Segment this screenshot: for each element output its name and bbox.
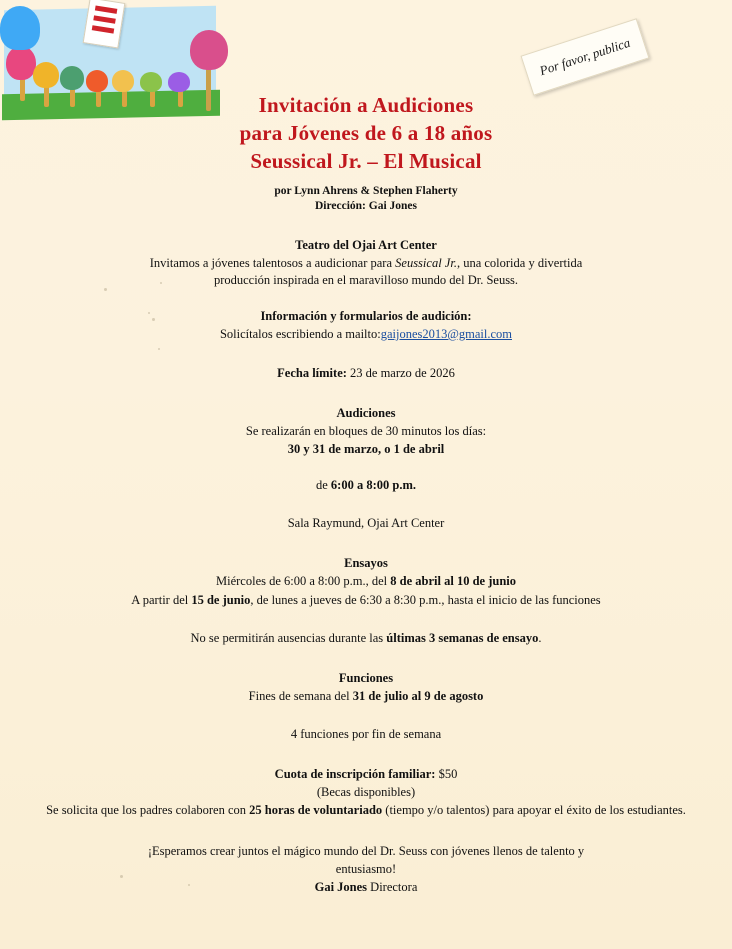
- publish-request-text: Por favor, publica: [537, 34, 632, 79]
- deadline-value: 23 de marzo de 2026: [350, 365, 455, 380]
- performances-section: [0, 669, 732, 743]
- rehearsals-line2-b: 15 de junio: [191, 592, 251, 607]
- venue-intro-a: Invitamos a jóvenes talentosos a audicionar para: [149, 255, 396, 270]
- performances-dates-b: 31 de julio al 9 de agosto: [352, 688, 484, 703]
- signature-role: Directora: [367, 879, 418, 894]
- volunteer-b: 25 horas de voluntariado: [249, 803, 383, 818]
- auditions-room: Sala Raymund, Ojai Art Center: [287, 516, 445, 531]
- rehearsals-line-2: [46, 591, 686, 609]
- venue-heading: Teatro del Ojai Art Center: [295, 237, 437, 252]
- title-line-1: Invitación a Audiciones: [258, 93, 474, 117]
- performances-dates: [0, 687, 732, 705]
- email-link[interactable]: gaijones2013@gmail.com: [380, 326, 512, 341]
- closing-line-2: entusiasmo!: [335, 861, 397, 876]
- absences-line: [0, 629, 732, 647]
- deadline-section: [0, 364, 732, 382]
- venue-intro-b: , una colorida y divertida: [456, 255, 583, 270]
- rehearsals-line-1: [0, 572, 732, 590]
- venue-intro-c: producción inspirada en el maravilloso mundo del Dr. Seuss.: [213, 273, 519, 288]
- show-name: Seussical Jr.: [395, 255, 457, 270]
- rehearsals-section: [0, 554, 732, 647]
- fee-label: Cuota de inscripción familiar:: [274, 767, 436, 782]
- signature-name: Gai Jones: [314, 879, 368, 894]
- byline: [0, 184, 732, 215]
- auditions-heading: Audiciones: [336, 405, 396, 420]
- closing-line-1: ¡Esperamos crear juntos el mágico mundo del Dr. Seuss con jóvenes llenos de talento y: [147, 843, 585, 858]
- direction-label: Dirección:: [314, 200, 366, 213]
- page-title: [0, 92, 732, 176]
- rehearsals-line1-b: 8 de abril al 10 de junio: [390, 574, 516, 589]
- absences-b: últimas 3 semanas de ensayo: [386, 630, 539, 645]
- auditions-time-prefix: de: [315, 478, 331, 493]
- direction-line: [0, 199, 732, 215]
- volunteer-c: (tiempo y/o talentos): [382, 803, 490, 818]
- rehearsals-line1-a: Miércoles de 6:00 a 8:00 p.m., del: [216, 574, 391, 589]
- performances-heading: Funciones: [338, 670, 394, 685]
- auditions-time-line: [0, 476, 732, 494]
- info-heading: Información y formularios de audición:: [260, 309, 472, 324]
- authors-line: por Lynn Ahrens & Stephen Flaherty: [274, 184, 458, 197]
- title-line-3: Seussical Jr. – El Musical: [250, 148, 482, 173]
- auditions-section: [0, 404, 732, 533]
- absences-a: No se permitirán ausencias durante las: [190, 630, 387, 645]
- rehearsals-line2-d: funciones: [552, 592, 601, 607]
- volunteer-d: para apoyar el éxito de los estudiantes.: [492, 803, 686, 818]
- request-label: Solicítalos escribiendo a mailto:: [219, 326, 381, 341]
- auditions-dates: 30 y 31 de marzo, o 1 de abril: [287, 441, 445, 456]
- fee-amount: $50: [438, 767, 458, 782]
- performances-count: 4 funciones por fin de semana: [290, 727, 442, 742]
- auditions-blocks: Se realizarán en bloques de 30 minutos los días:: [245, 423, 487, 438]
- rehearsals-line2-a: A partir del: [131, 592, 192, 607]
- venue-intro: [46, 255, 686, 291]
- volunteer-line: [46, 801, 686, 819]
- volunteer-a: Se solicita que los padres colaboren con: [46, 803, 250, 818]
- venue-section: [0, 237, 732, 290]
- director-name: Gai Jones: [368, 200, 417, 213]
- scholarships-note: (Becas disponibles): [316, 785, 416, 800]
- fee-line: [0, 765, 732, 783]
- absences-c: .: [538, 630, 542, 645]
- info-section: [0, 308, 732, 344]
- rehearsals-heading: Ensayos: [344, 556, 388, 571]
- signature-line: [0, 878, 732, 896]
- closing-section: [0, 842, 732, 896]
- fees-section: [0, 765, 732, 819]
- deadline-label: Fecha límite:: [277, 365, 347, 380]
- performances-dates-a: Fines de semana del: [248, 688, 353, 703]
- title-line-2: para Jóvenes de 6 a 18 años: [239, 120, 493, 145]
- auditions-time: 6:00 a 8:00 p.m.: [330, 478, 416, 493]
- info-request-line: [0, 326, 732, 344]
- rehearsals-line2-c: , de lunes a jueves de 6:30 a 8:30 p.m., hasta el inicio de las: [250, 592, 549, 607]
